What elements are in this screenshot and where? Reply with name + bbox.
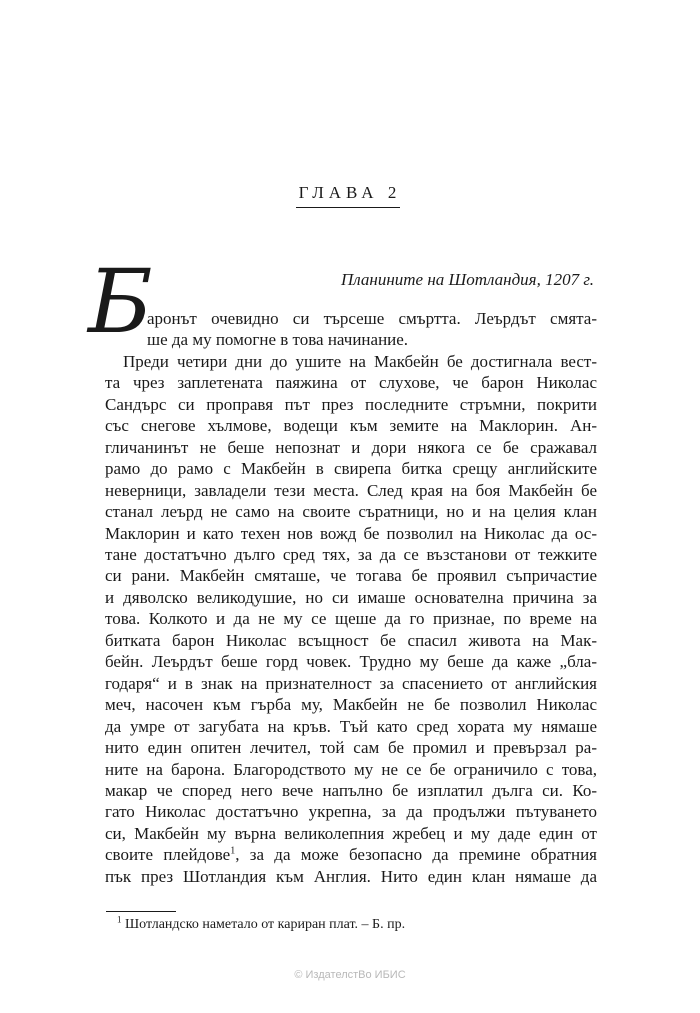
text-line: пък през Шотландия към Англия. Нито един клан нямаше да [105,866,597,886]
text-line: станал леърд не само на своите съратници, но и на целия клан [105,502,597,522]
text-line: си, Макбейн му върна великолепния жребец и му даде един от [105,823,597,843]
footnote [117,914,406,933]
text-line: ше да му помогне в това начинание. [147,330,409,350]
text-line: неверници, завладели тези места. След края на боя Макбейн бе [105,480,597,500]
text-line: със снегове хълмове, водещи към земите на Маклорин. Ан- [105,416,597,436]
body-text [105,308,597,887]
text-fragment: , за да може безопасно да премине обратния [235,845,598,865]
text-line: годаря“ и в знак на признателност за спасението от английския [105,673,597,693]
text-line: гличанинът не беше непознат и дори някога се бе сражавал [105,437,597,457]
text-line: аронът очевидно си търсеше смъртта. Леърдът смята- [147,309,597,328]
location-date-line: Планините на Шотландия, 1207 г. [341,270,594,289]
text-line: та чрез заплетената паяжина от слухове, че барон Николас [105,373,597,393]
text-line: рамо до рамо с Макбейн в свирепа битка срещу английските [105,459,597,479]
text-line: и дяволско великодушие, но си имаше основателна причина за [105,587,597,607]
text-line: битката барон Николас всъщност бе спасил живота на Мак- [105,630,597,650]
footnote-divider [106,911,176,912]
footnote-text: Шотландско наметало от кариран плат. – Б. пр. [125,917,406,932]
text-fragment: своите плейдове [105,845,231,865]
chapter-heading: ГЛАВА 2 [298,183,402,202]
drop-cap: Б [88,250,153,353]
text-line: меч, насочен към гърба му, Макбейн не бе позволил Николас [105,695,597,715]
text-line: гато Николас достатъчно укрепна, за да продължи пътуването [105,802,597,822]
text-line: да умре от загубата на кръв. Тъй като сред хората му нямаше [105,716,597,736]
text-line: Маклорин и като техен нов вожд бе позволил на Николас да ос- [105,523,597,543]
text-line: тане достатъчно дълго сред тях, за да се възстанови от тежките [105,544,597,564]
text-line: макар че според него вече напълно бе изплатил дълга си. Ко- [105,780,597,800]
text-line-with-footnote [105,844,597,865]
text-line: Сандърс си проправя път през последните стръмни, покрити [105,394,597,414]
publisher-watermark: © ИздателстВо ИБИС [294,969,406,981]
text-line: това. Колкото и да не му се щеше да го признае, по време на [105,609,597,629]
text-line: ните на барона. Благородството му не се бе ограничило с това, [105,759,597,779]
text-line: бейн. Леърдът беше горд човек. Трудно му беше да каже „бла- [105,652,597,672]
footnote-number: 1 [117,914,122,925]
chapter-divider [296,207,400,208]
text-line: Преди четири дни до ушите на Макбейн бе достигнала вест- [123,351,597,371]
text-line: нито един опитен лечител, той сам бе промил и превързал ра- [105,738,597,758]
text-line: си рани. Макбейн смяташе, че тогава бе проявил съпричастие [105,566,597,586]
footnote-reference[interactable]: 1 [230,845,236,857]
